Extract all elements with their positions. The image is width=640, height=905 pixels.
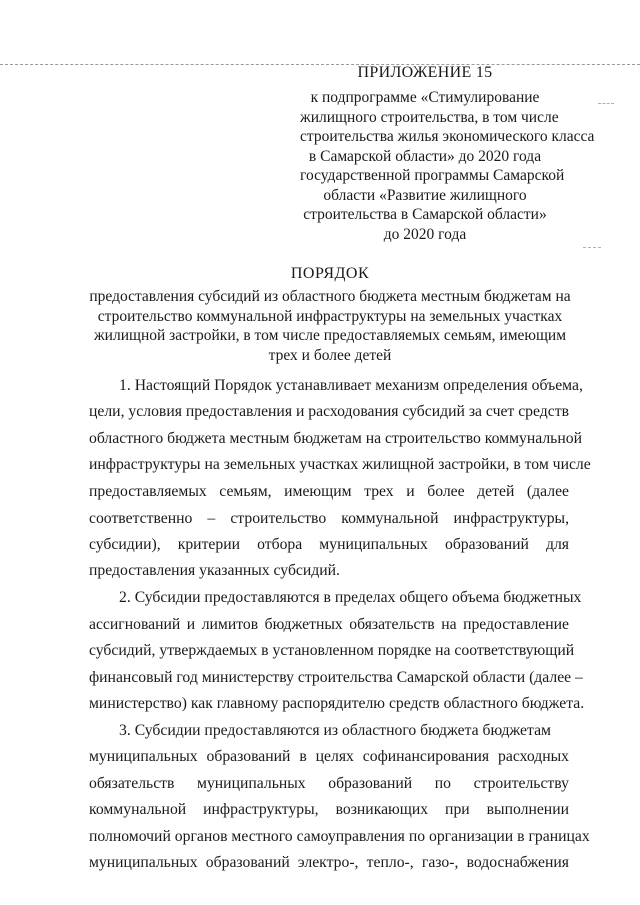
paragraph-line: областного бюджета местным бюджетам на строительство коммунальной xyxy=(89,430,582,447)
paragraph-line: цели, условия предоставления и расходования субсидий за счет средств xyxy=(89,403,569,420)
paragraph-line: 1. Настоящий Порядок устанавливает механизм определения объема, xyxy=(119,377,583,394)
subtitle-line: трех и более детей xyxy=(268,346,392,364)
paragraph-line: инфраструктуры на земельных участках жилищной застройки, в том числе xyxy=(89,456,591,473)
appendix-line: области «Развитие жилищного xyxy=(323,186,527,204)
document-subtitle xyxy=(60,287,600,365)
appendix-line: в Самарской области» до 2020 года xyxy=(308,147,542,165)
paragraph-line: ассигнований и лимитов бюджетных обязательств на предоставление xyxy=(89,616,569,633)
appendix-line: к подпрограмме «Стимулирование xyxy=(310,89,540,106)
paragraph-line: министерство) как главному распорядителю средств областного бюджета. xyxy=(89,695,585,712)
paragraph-line: финансовый год министерству строительства Самарской области (далее – xyxy=(89,669,583,686)
document-title: ПОРЯДОК xyxy=(290,265,370,282)
appendix-line: жилищного строительства, в том числе xyxy=(300,108,559,126)
appendix-line: строительства жилья экономического класса xyxy=(300,128,595,145)
paragraph-line: предоставляемых семьям, имеющим трех и более детей (далее xyxy=(89,483,569,500)
paragraph-line: муниципальных образований в целях софинансирования расходных xyxy=(89,748,569,765)
paragraph-line: полномочий органов местного самоуправления по организации в границах xyxy=(89,828,590,845)
paragraph-line: предоставления указанных субсидий. xyxy=(89,562,340,579)
scan-mark xyxy=(598,103,614,104)
paragraph-line: муниципальных образований электро-, тепло-, газо-, водоснабжения xyxy=(89,854,569,871)
subtitle-line: предоставления субсидий из областного бюджета местным бюджетам на xyxy=(89,288,571,305)
appendix-line: строительства в Самарской области» xyxy=(303,206,547,223)
appendix-title: ПРИЛОЖЕНИЕ 15 xyxy=(357,64,493,81)
appendix-line: до 2020 года xyxy=(383,225,467,243)
paragraph-line: субсидий, утверждаемых в установленном порядке на соответствующий xyxy=(89,642,575,659)
paragraph-line: коммунальной инфраструктуры, возникающих при выполнении xyxy=(89,801,569,818)
paragraph-line: субсидии), критерии отбора муниципальных образований для xyxy=(89,536,569,553)
scan-mark xyxy=(583,247,601,248)
subtitle-line: строительство коммунальной инфраструктуры на земельных участках xyxy=(97,307,563,325)
paragraph-line: 3. Субсидии предоставляются из областного бюджета бюджетам xyxy=(119,722,551,739)
subtitle-line: жилищной застройки, в том числе предоставляемых семьям, имеющим xyxy=(93,327,567,344)
paragraph-line: соответственно – строительство коммунальной инфраструктуры, xyxy=(89,510,569,527)
appendix-line: государственной программы Самарской xyxy=(300,167,565,184)
paragraph-line: обязательств муниципальных образований по строительству xyxy=(89,775,569,792)
appendix-reference xyxy=(300,88,595,244)
paragraph-line: 2. Субсидии предоставляются в пределах общего объема бюджетных xyxy=(119,589,582,606)
